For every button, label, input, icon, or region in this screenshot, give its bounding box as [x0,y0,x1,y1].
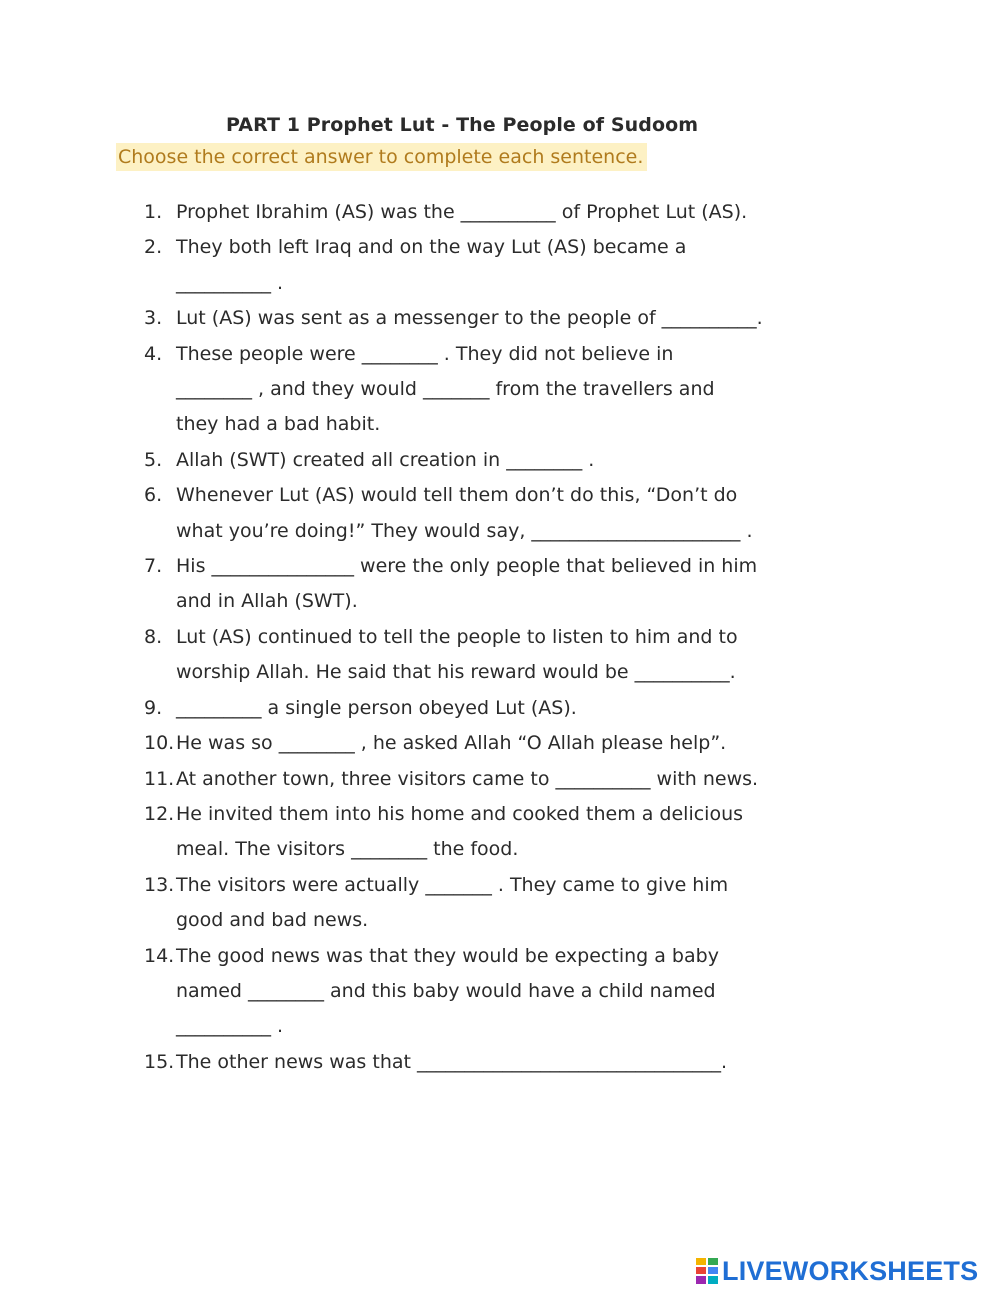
instruction-highlight: Choose the correct answer to complete each sentence. [116,143,647,171]
question-item [144,620,864,691]
question-number: 8. [144,625,163,648]
question-number: 12. [144,802,175,825]
question-text: The visitors were actually _______ . They came to give him good and bad news. [176,873,729,932]
question-number: 14. [144,944,175,967]
liveworksheets-logo [696,1256,978,1286]
question-item [144,443,864,478]
question-item [144,549,864,620]
question-number: 10. [144,732,175,755]
question-item [144,1045,864,1080]
question-number: 15. [144,1050,175,1073]
question-number: 13. [144,873,175,896]
question-text: He invited them into his home and cooked them a delicious meal. The visitors ________ the food. [176,802,744,861]
question-text: The other news was that ________________________________. [176,1050,728,1073]
question-item [144,726,864,761]
question-text: Whenever Lut (AS) would tell them don’t do this, “Don’t do what you’re doing!” They would say, ______________________ . [176,484,753,542]
question-number: 6. [144,484,163,507]
liveworksheets-logo-text: LIVEWORKSHEETS [722,1255,979,1286]
question-number: 9. [144,696,163,719]
question-number: 1. [144,201,163,223]
question-item [144,868,864,939]
question-item [144,195,864,230]
question-item [144,337,864,443]
worksheet-title: PART 1 Prophet Lut - The People of Sudoom [226,114,699,136]
question-text: They both left Iraq and on the way Lut (AS) became a __________ . [176,236,687,294]
question-text: _________ a single person obeyed Lut (AS). [176,696,577,719]
question-text: He was so ________ , he asked Allah “O Allah please help”. [176,732,727,755]
question-number: 7. [144,555,163,578]
question-item [144,691,864,726]
question-number: 4. [144,342,163,365]
question-item [144,478,864,549]
question-number: 2. [144,236,163,259]
question-item [144,301,864,336]
question-text: Allah (SWT) created all creation in ________ . [176,448,595,471]
question-text: Prophet Ibrahim (AS) was the __________ of Prophet Lut (AS). [176,201,748,223]
question-text: At another town, three visitors came to __________ with news. [176,767,759,790]
question-item [144,939,864,1045]
question-number: 11. [144,767,175,790]
question-list [144,195,864,1080]
question-text: Lut (AS) continued to tell the people to listen to him and to worship Allah. He said that his reward would be __________. [176,625,738,684]
question-text: The good news was that they would be expecting a baby named ________ and this baby would have a child named __________ . [176,944,719,1038]
question-item [144,797,864,868]
question-text: Lut (AS) was sent as a messenger to the people of __________. [176,307,763,330]
question-number: 3. [144,307,163,330]
question-text: These people were ________ . They did not believe in ________ , and they would _______ from the travellers and they had a bad habit. [176,342,715,436]
question-item [144,230,864,301]
question-text: His _______________ were the only people that believed in him and in Allah (SWT). [176,555,758,613]
liveworksheets-logo-icon [696,1258,718,1284]
question-item [144,762,864,797]
question-number: 5. [144,448,163,471]
